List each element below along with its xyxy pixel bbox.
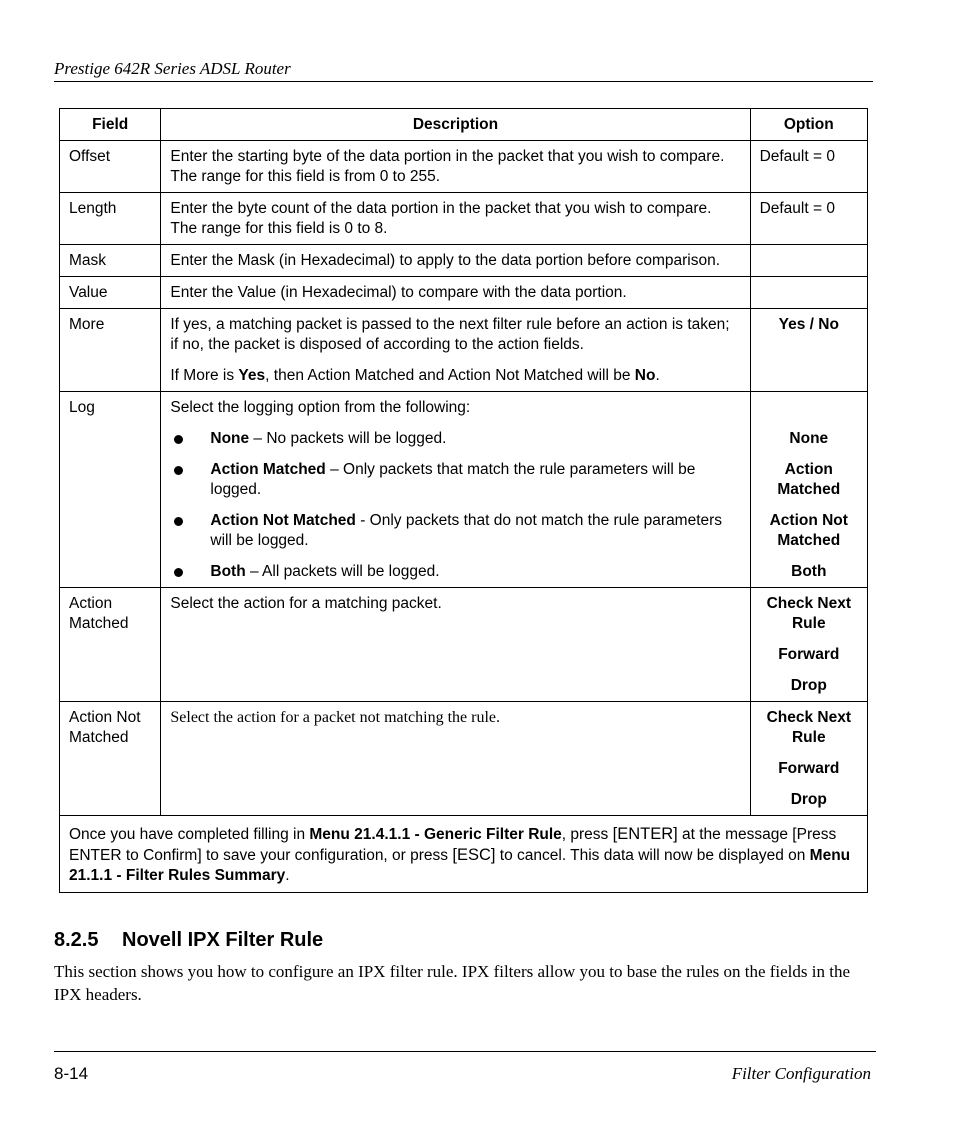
table-row-log <box>60 392 868 588</box>
field-cell: Action Matched <box>60 588 161 702</box>
field-cell: Action Not Matched <box>60 702 161 816</box>
log-intro: Select the logging option from the following: <box>170 399 471 416</box>
option-check-next-rule: Check Next Rule <box>766 595 851 632</box>
section-title: Novell IPX Filter Rule <box>122 929 324 951</box>
footer-note-cell <box>60 816 868 893</box>
note-text: to cancel. This data will now be displayed on <box>495 847 810 864</box>
section-number: 8.2.5 <box>54 929 99 951</box>
list-item <box>170 511 740 551</box>
description-cell: Enter the Mask (in Hexadecimal) to apply to the data portion before comparison. <box>161 245 750 277</box>
field-cell: Log <box>60 392 161 588</box>
option-cell: Default = 0 <box>750 141 867 193</box>
column-header-description: Description <box>161 109 750 141</box>
option-cell <box>750 588 867 702</box>
bullet-icon <box>170 429 210 449</box>
option-cell <box>750 245 867 277</box>
description-cell: Enter the starting byte of the data portion in the packet that you wish to compare. The range for this field is from 0 to 255. <box>161 141 750 193</box>
note-key-enter: [ENTER] <box>612 825 678 843</box>
page-number: 8-14 <box>54 1064 89 1083</box>
bullet-term: None <box>210 430 250 447</box>
more-note-text: , then Action Matched and Action Not Matched will be <box>265 367 635 384</box>
header-rule <box>54 81 873 82</box>
field-cell: Offset <box>60 141 161 193</box>
description-cell: Enter the Value (in Hexadecimal) to compare with the data portion. <box>161 277 750 309</box>
note-menu-ref: Menu 21.1.1 - Filter Rules Summary <box>69 847 851 884</box>
description-cell: Select the action for a matching packet. <box>161 588 750 702</box>
table-row-offset <box>60 141 868 193</box>
table-row-mask <box>60 245 868 277</box>
option-action-matched: Action Matched <box>777 461 841 498</box>
table-row-action-matched <box>60 588 868 702</box>
column-header-field: Field <box>60 109 161 141</box>
field-cell: Mask <box>60 245 161 277</box>
more-description: If yes, a matching packet is passed to the next filter rule before an action is taken; if no, the packet is disposed of according to the action fields. <box>170 316 730 353</box>
more-note-text: If More is <box>170 367 239 384</box>
more-note-no: No <box>634 367 656 384</box>
list-item <box>170 429 740 449</box>
note-menu-ref: Menu 21.4.1.1 - Generic Filter Rule <box>309 826 562 843</box>
option-forward: Forward <box>778 646 840 663</box>
description-cell: Enter the byte count of the data portion in the packet that you wish to compare. The range for this field is 0 to 8. <box>161 193 750 245</box>
table-row-footer-note <box>60 816 868 893</box>
table-row-length <box>60 193 868 245</box>
more-note-text: . <box>655 367 660 384</box>
description-cell <box>161 309 750 392</box>
description-cell: Select the action for a packet not matching the rule. <box>161 702 750 816</box>
bullet-term: Action Matched <box>210 461 326 478</box>
table-header-row <box>60 109 868 141</box>
option-cell <box>750 392 867 588</box>
bullet-icon <box>170 460 210 500</box>
table-row-action-not-matched <box>60 702 868 816</box>
chapter-title: Filter Configuration <box>731 1064 871 1083</box>
running-header: Prestige 642R Series ADSL Router <box>54 59 291 78</box>
option-none: None <box>789 430 829 447</box>
section-heading <box>54 929 323 952</box>
option-action-not-matched: Action Not Matched <box>769 512 848 549</box>
option-cell: Yes / No <box>750 309 867 392</box>
bullet-text: – Only packets that match the rule parameters will be logged. <box>210 461 696 498</box>
footer-rule <box>54 1051 876 1052</box>
option-drop: Drop <box>790 791 827 808</box>
column-header-option: Option <box>750 109 867 141</box>
note-text: Once you have completed filling in <box>69 826 310 843</box>
description-cell <box>161 392 750 588</box>
bullet-term: Both <box>210 563 246 580</box>
note-text: at the message [Press ENTER to Confirm] to save your configuration, or press <box>69 826 837 864</box>
bullet-icon <box>170 511 210 551</box>
section-paragraph: This section shows you how to configure an IPX filter rule. IPX filters allow you to base the rules on the fields in the IPX headers. <box>54 962 851 1004</box>
more-note <box>170 366 740 386</box>
filter-fields-table <box>59 108 868 893</box>
note-text: . <box>285 867 290 884</box>
bullet-term: Action Not Matched <box>210 512 356 529</box>
option-forward: Forward <box>778 760 840 777</box>
field-cell: More <box>60 309 161 392</box>
table-row-value <box>60 277 868 309</box>
option-cell <box>750 277 867 309</box>
bullet-text: – No packets will be logged. <box>249 430 447 447</box>
bullet-text: - Only packets that do not match the rule parameters will be logged. <box>210 512 723 549</box>
field-cell: Length <box>60 193 161 245</box>
option-cell: Default = 0 <box>750 193 867 245</box>
field-cell: Value <box>60 277 161 309</box>
option-drop: Drop <box>790 677 827 694</box>
option-cell <box>750 702 867 816</box>
table-row-more <box>60 309 868 392</box>
option-check-next-rule: Check Next Rule <box>766 709 851 746</box>
more-note-yes: Yes <box>238 367 266 384</box>
list-item <box>170 562 740 582</box>
option-both: Both <box>791 563 827 580</box>
bullet-icon <box>170 562 210 582</box>
list-item <box>170 460 740 500</box>
note-key-esc: [ESC] <box>452 846 496 864</box>
bullet-text: – All packets will be logged. <box>245 563 440 580</box>
note-text: , press <box>561 826 613 843</box>
